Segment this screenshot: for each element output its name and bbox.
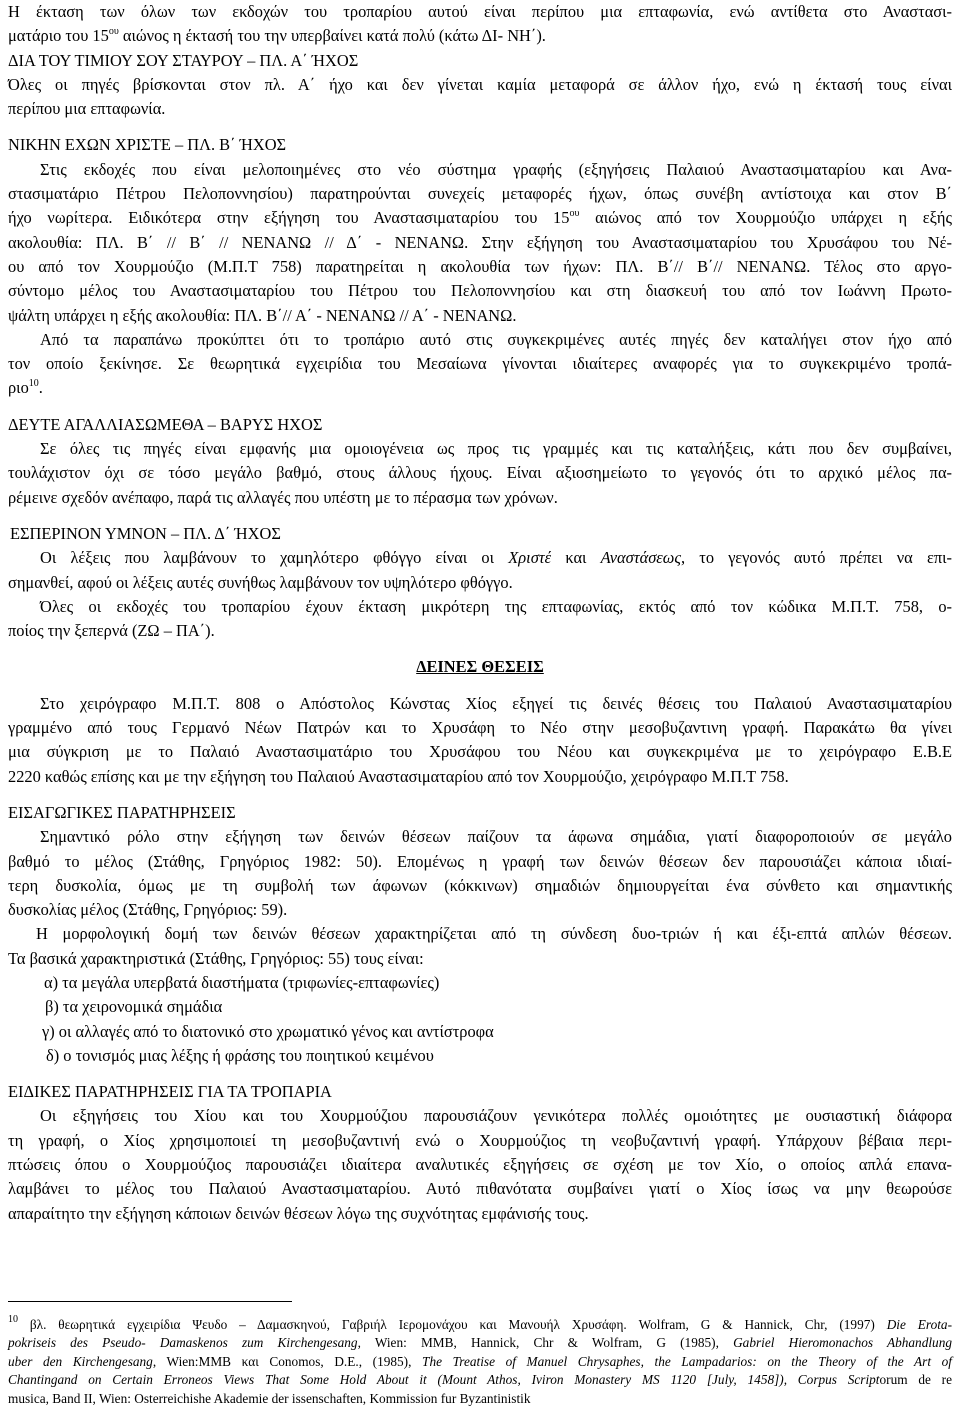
paragraph-line: 2220 καθώς επίσης και με την εξήγηση του Παλαιού Αναστασιματαρίου από τον Χουρμούζιο, χειρόγραφο Μ.Π.Τ 758.: [8, 766, 789, 786]
paragraph-line: ακολουθία: ΠΛ. Β΄ // Β΄ // ΝΕΝΑΝΩ // Δ΄ - ΝΕΝΑΝΩ. Στην εξήγηση του Αναστασιματαρίου του Χρυσάφου του Νέ-: [8, 232, 952, 252]
superscript: ου: [569, 208, 580, 220]
footnote-ref: 10: [28, 378, 39, 390]
footnote-line: musica, Band II, Wien: Osterreichishe Akademie der issenschaften, Kommission fur Byzantinistik: [8, 1390, 531, 1406]
list-item: δ) ο τονισμός μιας λέξης ή φράσης του ποιητικού κειμένου: [46, 1045, 434, 1065]
body-text: [8, 0, 952, 1226]
spacer: [8, 643, 952, 655]
paragraph-line: τη γραφή, ο Χίος χρησιμοποιεί τη μεσοβυζαντινή ενώ ο Χουρμούζιος τη νεοβυζαντινή γραφή. Υπάρχουν βέβαια περι-: [8, 1130, 952, 1150]
list-item: α) τα μεγάλα υπερβατά διαστήματα (τριφωνίες-επταφωνίες): [44, 972, 440, 992]
spacer: [8, 1068, 952, 1080]
paragraph-line: στασιματάριο Πέτρου Πελοποννησίου) παρατηρούνται συνεχείς μεταφορές ήχων, όπως συνέβη αντίστοιχα και στον Β΄: [8, 184, 952, 204]
paragraph-line: σημανθεί, αφού οι λέξεις αυτές συνήθως λαμβάνουν τον υψηλότερο φθόγγο.: [8, 572, 513, 592]
paragraph-line: γραμμένο από τους Γερμανό Νέων Πατρών και το Χρυσάφη το Νέο στην μεσοβυζαντινη γραφή. Παρακάτω θα γίνει: [8, 718, 952, 738]
footnote-line: pokriseis des Pseudo- Damaskenos zum Kirchengesang, Wien: MMB, Hannick, Chr & Wolfram, G (1985), Gabriel Hieromonachos Abhandlung: [8, 1335, 952, 1351]
paragraph-line: τουλάχιστον όχι σε τόσο μεγάλο βαθμό, στους άλλους ήχους. Είναι αξιοσημείωτο το γεγονός ότι το αρχικό μέλος πα-: [8, 463, 952, 483]
paragraph-line: σύντομο μέλος του Αναστασιματαρίου του Πέτρου του Πελοποννησίου και στη διασκευή του από τον Ιωάννη Πρωτο-: [8, 281, 952, 301]
paragraph-line: τον οποίο ξεκίνησε. Σε θεωρητικά εγχειρίδια του Μεσαίωνα γίνονται ιδιαίτερες αναφορές για το συγκεκριμένο τροπά-: [8, 354, 952, 374]
paragraph-line: απαραίτητο την εξήγηση κάποιων δεινών θέσεων λόγω της συχνότητας εμφάνισής τους.: [8, 1203, 589, 1223]
list-item: β) τα χειρονομικά σημάδια: [45, 997, 223, 1017]
footnote-number: 10: [8, 1314, 18, 1325]
paragraph-line: Η μορφολογική δομή των δεινών θέσεων χαρακτηρίζεται από τη σύνδεση δυο-τριών ή και έξι-επτά απλών θέσεων.: [36, 924, 952, 944]
paragraph-line: ρέμεινε σχεδόν ανέπαφο, παρά τις αλλαγές που υπέστη με το πέρασμα των χρόνων.: [8, 487, 558, 507]
paragraph-line: ριο$^{10}$.: [8, 378, 43, 398]
footnote-divider: [8, 1301, 292, 1302]
paragraph-line: ψάλτη υπάρχει η εξής ακολουθία: ΠΛ. Β΄// Α΄ - ΝΕΝΑΝΩ // Α΄ - ΝΕΝΑΝΩ.: [8, 305, 517, 325]
superscript: ου: [108, 26, 119, 38]
paragraph-line: Όλες οι εκδοχές του τροπαρίου έχουν έκταση μικρότερη της επταφωνίας, εκτός από τον κώδικα Μ.Π.Τ. 758, ο-: [40, 596, 952, 616]
spacer: [8, 680, 952, 692]
section-heading: ΝΙΚΗΝ ΕΧΩΝ ΧΡΙΣΤΕ – ΠΛ. Β΄ ΉΧΟΣ: [8, 135, 287, 155]
section-heading: ΔΙΑ ΤΟΥ ΤΙΜΙΟΥ ΣΟΥ ΣΤΑΥΡΟΥ – ΠΛ. Α΄ ΉΧΟΣ: [8, 50, 359, 70]
spacer: [8, 510, 952, 522]
paragraph-line: βαθμό το μέλος (Στάθης, Γρηγόριος 1982: 50). Επομένως η γραφή των δεινών θέσεων δεν παρουσιάζει κάποια ιδιαί-: [8, 851, 952, 871]
section-heading: ΔΕΥΤΕ ΑΓΑΛΛΙΑΣΩΜΕΘΑ – ΒΑΡΥΣ ΗΧΟΣ: [8, 414, 323, 434]
spacer: [8, 401, 952, 413]
paragraph-line: ου από τον Χουρμούζιο (Μ.Π.Τ 758) παρατηρείται η ακολουθία των ήχων: ΠΛ. Β΄// Β΄// ΝΕΝΑΝΩ. Τέλος στο αργο-: [8, 256, 952, 276]
paragraph-line: πτώσεις όπου ο Χουρμούζιος παρουσιάζει ιδιαίτερα αναλυτικές εξηγήσεις σε σχέση με τον Χίο, ο οποίος απλά επανα-: [8, 1155, 952, 1175]
paragraph-line: Στις εκδοχές που είναι μελοποιημένες στο νέο σύστημα γραφής (εξηγήσεις Παλαιού Αναστασιματαρίου και Ανα-: [40, 159, 952, 179]
footnote-line: $^{10}$ βλ. θεωρητικά εγχειρίδια Ψευδο – Δαμασκηνού, Γαβριήλ Ιερομονάχου και Μανουήλ Χρυσάφη. Wolfram, G & Hannick, Chr, (1997) Die Erota-: [8, 1314, 952, 1332]
paragraph-line: Σε όλες τις πηγές είναι εμφανής μια ομοιογένεια ως προς τις γραμμές και τις καταλήξεις, κάτι που δεν συμβαίνει,: [40, 439, 952, 459]
paragraph-line: δυσκολίας μέλος (Στάθης, Γρηγόριος: 59).: [8, 900, 288, 920]
spacer: [8, 789, 952, 801]
footnote-line: Chantingand on Certain Erroneos Views That Some Hold About it (Mount Athos, Iviron Monastery MS 1120 [July, 1458]), Corpus Scriptorum de re: [8, 1372, 952, 1388]
paragraph-line: Η έκταση των όλων των εκδοχών του τροπαρίου αυτού είναι περίπου μια επταφωνία, ενώ αντίθετα στο Αναστασι-: [8, 2, 952, 21]
paragraph-line: μια σύγκριση με το Παλαιό Αναστασιματάριο του Χρυσάφου του Νέου και συγκεκριμένα με το χειρόγραφο Ε.Β.Ε: [8, 742, 952, 762]
section-heading: ΕΙΔΙΚΕΣ ΠΑΡΑΤΗΡΗΣΕΙΣ ΓΙΑ ΤΑ ΤΡΟΠΑΡΙΑ: [8, 1082, 332, 1102]
paragraph-line: Όλες οι πηγές βρίσκονται στον πλ. Α΄ ήχο και δεν γίνεται καμία μεταφορά σε άλλον ήχο, ενώ η έκτασή τους είναι: [8, 74, 952, 94]
paragraph-line: ποίος την ξεπερνά (ΖΩ – ΠΑ΄).: [8, 621, 215, 641]
paragraph-line: Στο χειρόγραφο Μ.Π.Τ. 808 ο Απόστολος Κώνστας Χίος εξηγεί τις δεινές θέσεις του Παλαιού Αναστασιματαρίου: [40, 693, 952, 713]
footnote-line: uber den Kirchengesang, Wien:MMB και Conomos, D.E., (1985), The Treatise of Manuel Chrysaphes, the Lampadarios: on the Theory of the Art of: [8, 1353, 953, 1369]
paragraph-line: λαμβάνει το μέλος του Παλαιού Αναστασιματαρίου. Αυτό πιθανότατα συμβαίνει γιατί ο Χίος ίσως να μην θεωρούσε: [8, 1179, 952, 1199]
paragraph-line: Σημαντικό ρόλο στην εξήγηση των δεινών θέσεων παίζουν τα άφωνα σημάδια, γιατί διαφοροποιούν σε μεγάλο: [40, 827, 952, 847]
paragraph-line: τερη δυσκολία, όμως με τη συμβολή των άφωνων (κόκκινων) σημαδιών δημιουργείται ένα σύνθετο και σημαντικής: [8, 875, 952, 895]
paragraph-line: Οι λέξεις που λαμβάνουν το χαμηλότερο φθόγγο είναι οι Χριστέ και Αναστάσεως, το γεγονός αυτό πρέπει να επι-: [40, 548, 952, 568]
section-heading: ΕΣΠΕΡΙΝΟΝ ΥΜΝΟΝ – ΠΛ. Δ΄ ΉΧΟΣ: [10, 523, 281, 543]
list-item: γ) οι αλλαγές από το διατονικό στο χρωματικό γένος και αντίστροφα: [42, 1021, 494, 1041]
paragraph-line: Από τα παραπάνω προκύπτει ότι το τροπάριο αυτό στις συγκεκριμένες αυτές πηγές δεν καταλήγει στον ήχο από: [40, 329, 952, 349]
section-heading: ΔΕΙΝΕΣ ΘΕΣΕΙΣ: [416, 657, 544, 677]
paragraph-line: Τα βασικά χαρακτηριστικά (Στάθης, Γρηγόριος: 55) τους είναι:: [8, 948, 424, 968]
paragraph-line: ματάριο του $15^{o\upsilon}$ αιώνος η έκτασή του την υπερβαίνει κατά πολύ (κάτω ΔΙ- ΝΗ΄).: [8, 26, 546, 46]
section-heading: ΕΙΣΑΓΩΓΙΚΕΣ ΠΑΡΑΤΗΡΗΣΕΙΣ: [8, 802, 236, 822]
spacer: [8, 121, 952, 133]
paragraph-line: ήχο νωρίτερα. Ειδικότερα στην εξήγηση του Αναστασιματαρίου του $15^{o\upsilon}$ αιώνος από τον Χουρμούζιο υπάρχει η εξής: [8, 208, 952, 228]
footnote: [8, 1316, 952, 1408]
paragraph-line: Οι εξηγήσεις του Χίου και του Χουρμούζιου παρουσιάζουν γενικότερα πολλές ομοιότητες με ουσιαστική διάφορα: [40, 1106, 952, 1126]
paragraph-line: περίπου μια επταφωνία.: [8, 99, 166, 119]
